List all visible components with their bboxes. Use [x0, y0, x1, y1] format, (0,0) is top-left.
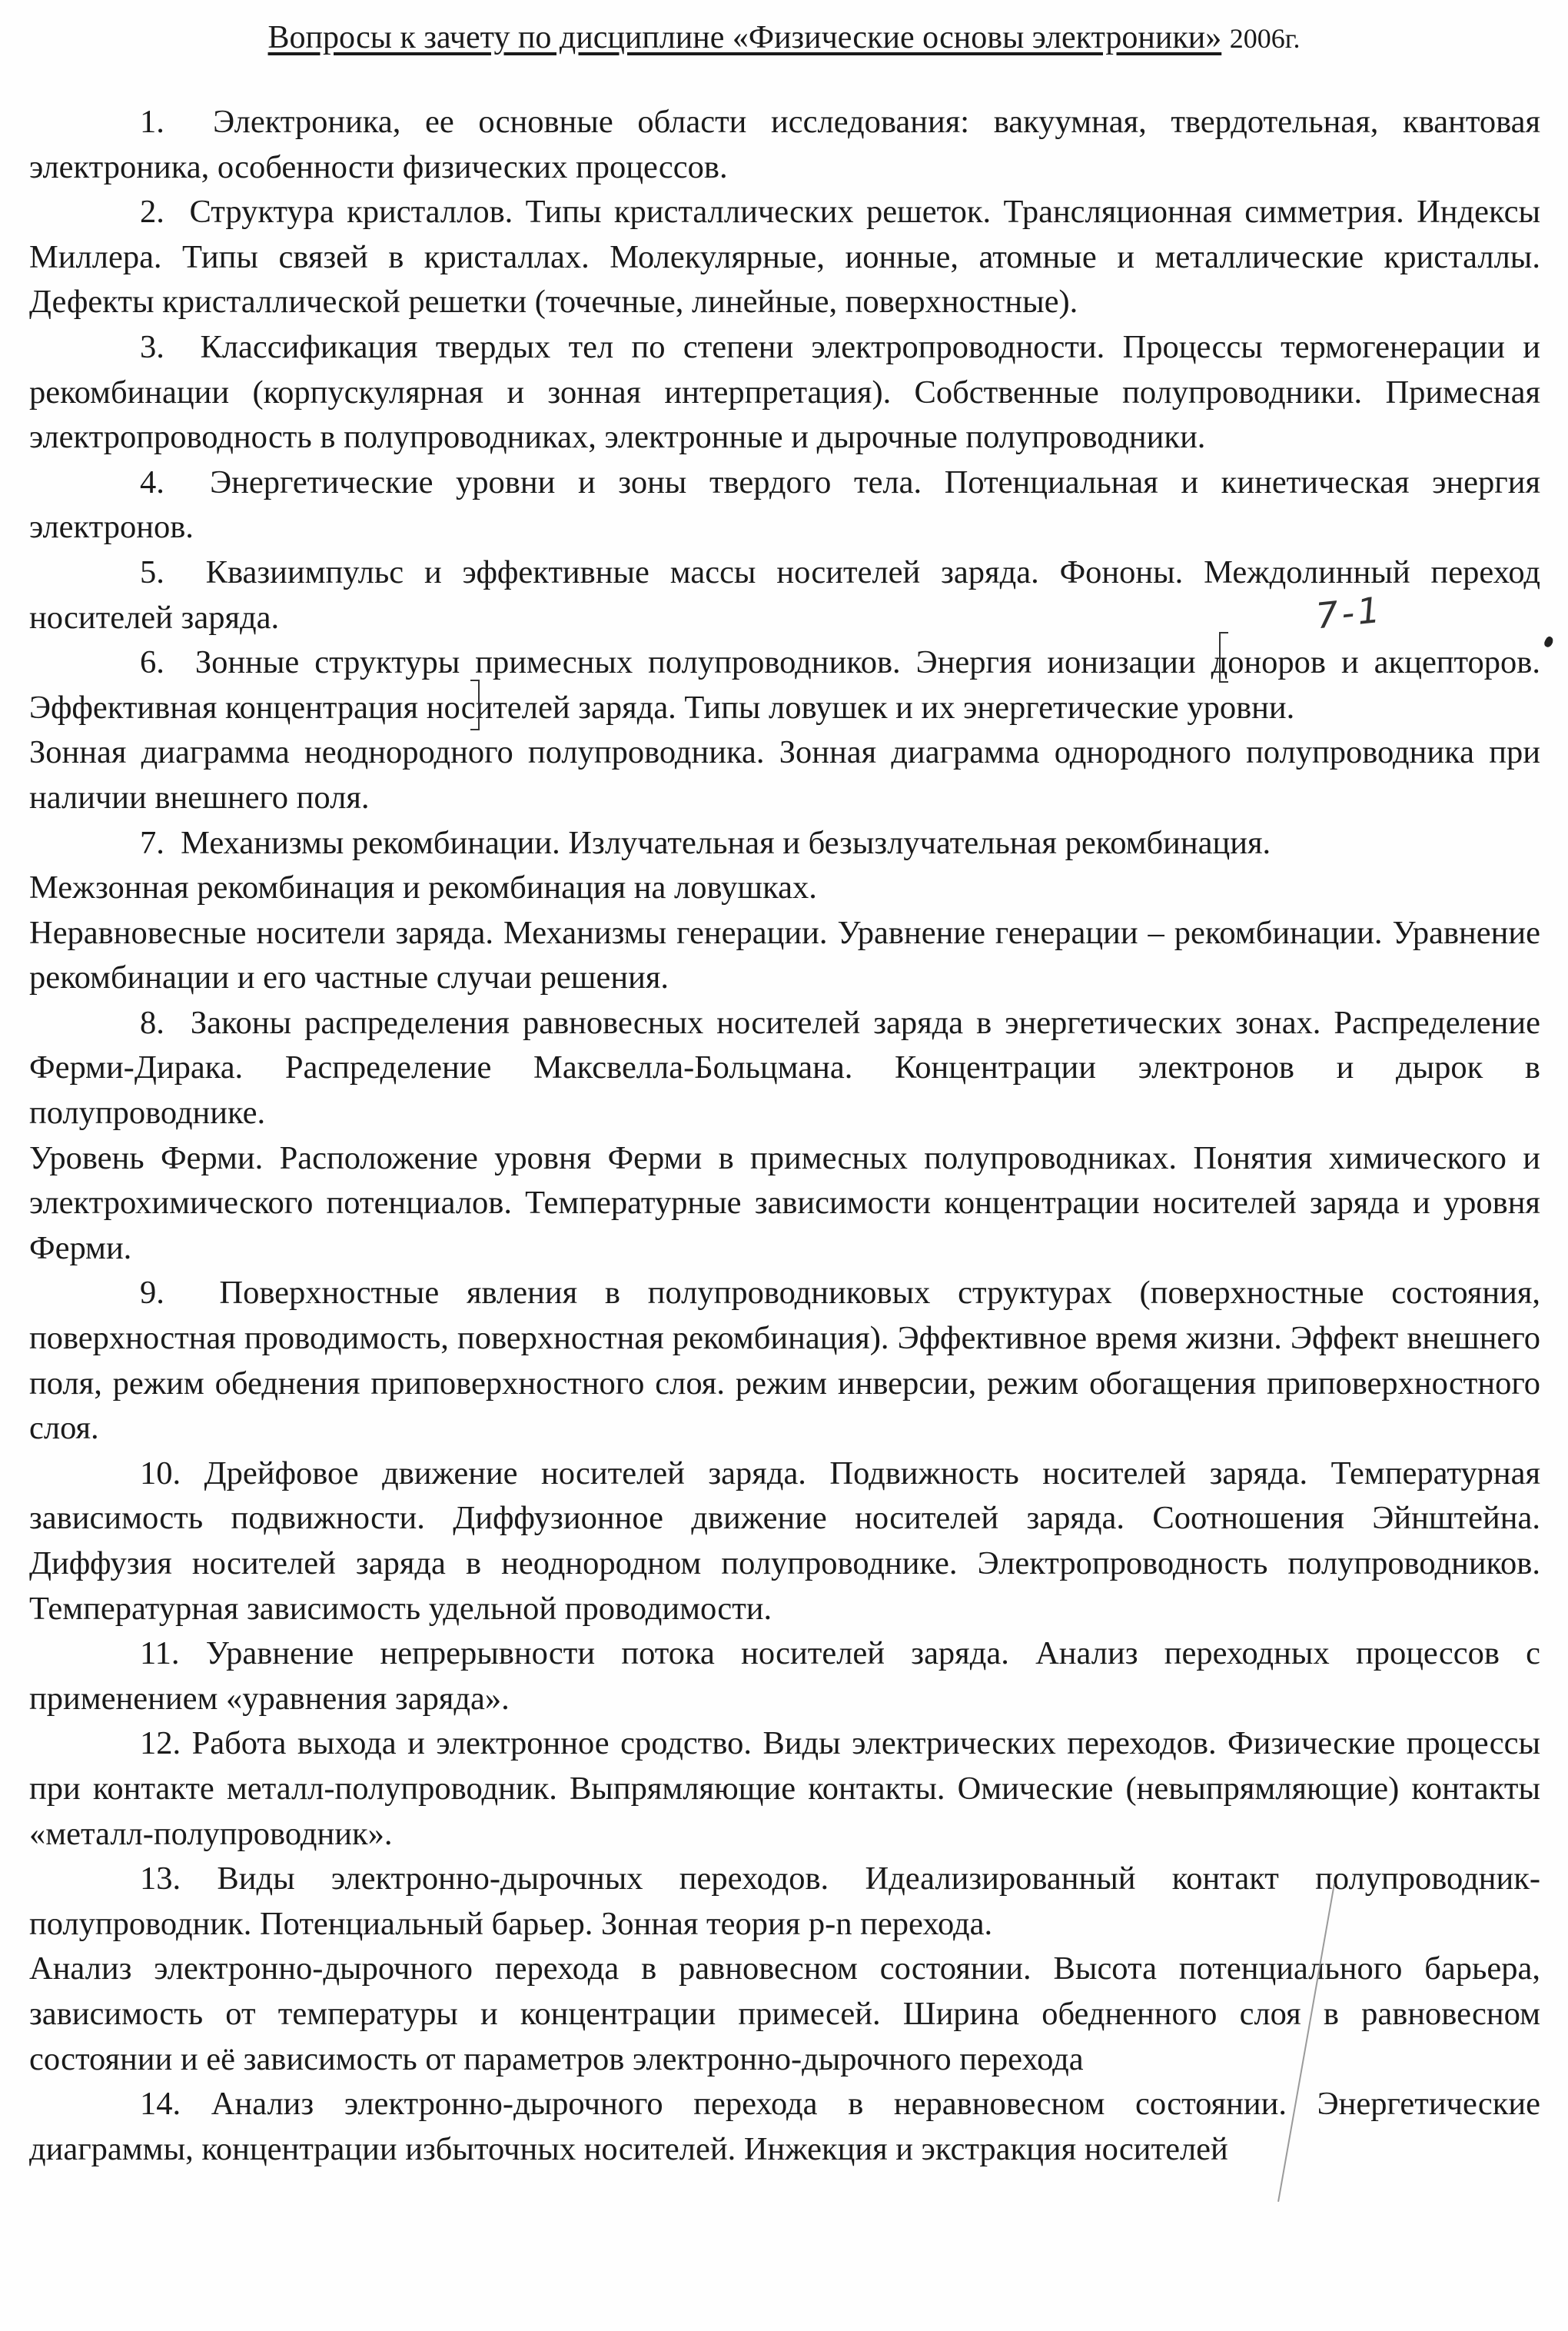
question-number: 9.: [140, 1275, 164, 1312]
question-text: Механизмы рекомбинации. Излучательная и безызлучательная рекомбинация.: [181, 824, 1271, 861]
question-6: [29, 640, 1540, 730]
question-number: 8.: [140, 1004, 164, 1041]
question-7-continuation: [29, 866, 1540, 911]
question-number: 7.: [140, 824, 164, 861]
question-number: 13.: [140, 1860, 181, 1897]
handwritten-note: 7-1: [1314, 588, 1385, 637]
question-number: 2.: [140, 194, 164, 231]
question-13-continuation: [29, 1947, 1540, 2082]
question-3: [29, 325, 1540, 461]
question-1: [29, 100, 1540, 190]
question-text: Электроника, ее основные области исследования: вакуумная, твердотельная, квантовая электроника, особенности физических процессов.: [29, 104, 1540, 185]
question-text: Неравновесные носители заряда. Механизмы генерации. Уравнение генерации – рекомбинации. Уравнение рекомбинации и его частные случаи решения.: [29, 914, 1540, 996]
question-13: [29, 1857, 1540, 1947]
question-text: Анализ электронно-дырочного перехода в равновесном состоянии. Высота потенциального барьера, зависимость от температуры и концентрации примесей. Ширина обедненного слоя в равновесном состоянии и её зависимость от параметров электронно-дырочного перехода: [29, 1950, 1540, 2077]
question-number: 5.: [140, 554, 164, 590]
question-6-continuation: [29, 730, 1540, 820]
question-text: Зонные структуры примесных полупроводников. Энергия ионизации доноров и акцепторов. Эффективная концентрация носителей заряда. Типы ловушек и их энергетические уровни.: [29, 644, 1541, 726]
question-2: [29, 190, 1540, 325]
question-number: 6.: [140, 644, 164, 681]
question-text: Структура кристаллов. Типы кристаллических решеток. Трансляционная симметрия. Индексы Миллера. Типы связей в кристаллах. Молекулярные, ионные, атомные и металлические кристаллы. Дефекты кристаллической решетки (точечные, линейные, поверхностные).: [29, 194, 1541, 321]
question-text: Работа выхода и электронное сродство. Виды электрических переходов. Физические процессы при контакте металл-полупроводник. Выпрямляющие контакты. Омические (невыпрямляющие) контакты «металл-полупроводник».: [29, 1725, 1540, 1852]
question-number: 3.: [140, 328, 164, 365]
question-7-continuation: [29, 911, 1540, 1001]
question-9: [29, 1271, 1540, 1451]
question-number: 12.: [140, 1725, 181, 1762]
handwritten-bracket-close: [470, 680, 480, 730]
question-10: [29, 1451, 1540, 1631]
question-text: Классификация твердых тел по степени электропроводности. Процессы термогенерации и рекомбинации (корпускулярная и зонная интерпретация). Собственные полупроводники. Примесная электропроводность в полупроводниках, электронные и дырочные полупроводники.: [29, 328, 1540, 456]
question-text: Квазиимпульс и эффективные массы носителей заряда. Фононы. Междолинный переход носителей заряда.: [29, 554, 1540, 636]
question-text: Поверхностные явления в полупроводниковых структурах (поверхностные состояния, поверхностная проводимость, поверхностная рекомбинация). Эффективное время жизни. Эффект внешнего поля, режим обеднения приповерхностного слоя. режим инверсии, режим обогащения приповерхностного слоя.: [29, 1275, 1540, 1447]
question-text: Энергетические уровни и зоны твердого тела. Потенциальная и кинетическая энергия электронов.: [29, 464, 1540, 546]
title-year: 2006г.: [1229, 23, 1301, 54]
question-12: [29, 1721, 1540, 1857]
question-7: [29, 821, 1540, 866]
question-text: Законы распределения равновесных носителей заряда в энергетических зонах. Распределение Ферми-Дирака. Распределение Максвелла-Больцмана. Концентрации электронов и дырок в полупроводнике.: [29, 1004, 1541, 1132]
question-number: 10.: [140, 1455, 181, 1491]
question-4: [29, 461, 1540, 550]
ink-mark: [1543, 635, 1555, 648]
question-text: Дрейфовое движение носителей заряда. Подвижность носителей заряда. Температурная зависимость подвижности. Диффузионное движение носителей заряда. Соотношения Эйнштейна. Диффузия носителей заряда в неоднородном полупроводнике. Электропроводность полупроводников. Температурная зависимость удельной проводимости.: [29, 1455, 1541, 1627]
question-number: 1.: [140, 104, 164, 140]
question-text: Зонная диаграмма неоднородного полупроводника. Зонная диаграмма однородного полупроводника при наличии внешнего поля.: [29, 734, 1540, 816]
questions-list: [29, 100, 1540, 2172]
question-text: Межзонная рекомбинация и рекомбинация на ловушках.: [29, 870, 817, 906]
title-main: Вопросы к зачету по дисциплине «Физические основы электроники»: [267, 20, 1222, 55]
question-number: 4.: [140, 464, 164, 500]
question-11: [29, 1631, 1540, 1721]
question-number: 14.: [140, 2086, 181, 2123]
question-text: Уровень Ферми. Расположение уровня Ферми в примесных полупроводниках. Понятия химического и электрохимического потенциалов. Температурные зависимости концентрации носителей заряда и уровня Ферми.: [29, 1139, 1540, 1266]
question-text: Виды электронно-дырочных переходов. Идеализированный контакт полупроводник-полупроводник. Потенциальный барьер. Зонная теория p-n перехода.: [29, 1860, 1540, 1942]
question-text: Анализ электронно-дырочного перехода в неравновесном состоянии. Энергетические диаграммы, концентрации избыточных носителей. Инжекция и экстракция носителей: [29, 2086, 1541, 2167]
question-14: [29, 2082, 1540, 2172]
page-title: [0, 15, 1568, 61]
question-8-continuation: [29, 1136, 1540, 1272]
question-8: [29, 1001, 1540, 1136]
question-number: 11.: [140, 1635, 180, 1672]
handwritten-bracket-open: [1219, 632, 1228, 683]
question-text: Уравнение непрерывности потока носителей заряда. Анализ переходных процессов с применением «уравнения заряда».: [29, 1635, 1540, 1717]
